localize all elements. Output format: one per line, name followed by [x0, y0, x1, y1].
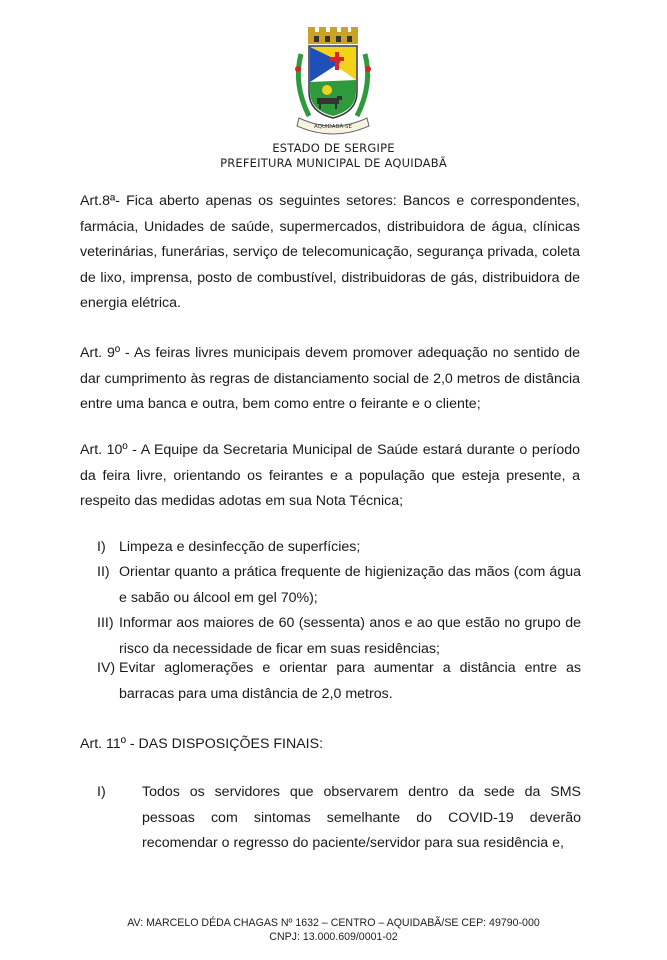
item-text: Limpeza e desinfecção de superfícies; — [119, 539, 361, 555]
article-8-paragraph: Art.8ª- Fica aberto apenas os seguintes setores: Bancos e correspondentes, farmácia, Unidades de saúde, supermercados, distribuidora de água, clínicas veterinárias, funerárias, serviço de telecomunicação, segurança privada, coleta de lixo, imprensa, posto de combustível, distribuidoras de gás, distribuidora de energia elétrica. — [80, 193, 580, 312]
item-number: III) — [97, 615, 114, 631]
item-text: Todos os servidores que observarem dentro da sede da SMS pessoas com sintomas semelhante do COVID-19 deverão recomendar o regresso do paciente/servidor para sua residência e, — [142, 784, 581, 852]
item-number: I) — [97, 784, 106, 800]
article-10-paragraph: Art. 10º - A Equipe da Secretaria Municipal de Saúde estará durante o período da feira livre, orientando os feirantes e a população que esteja presente, a respeito das medidas adotas em sua Nota Técnica; — [80, 442, 580, 510]
crest-ribbon-text: AQUIDABÃ-SE — [314, 124, 352, 130]
item-number: II) — [97, 564, 110, 580]
item-text: Informar aos maiores de 60 (sessenta) anos e ao que estão no grupo de risco da necessidade de ficar em suas residências; — [119, 615, 581, 657]
article-9-paragraph: Art. 9º - As feiras livres municipais devem promover adequação no sentido de dar cumprimento às regras de distanciamento social de 2,0 metros de distância entre uma banca e outra, bem como entre o feirante e o cliente; — [80, 345, 580, 413]
item-text: Orientar quanto a prática frequente de higienização das mãos (com água e sabão ou álcool em gel 70%); — [119, 564, 581, 606]
municipal-crest-logo — [289, 24, 377, 136]
item-text: Evitar aglomerações e orientar para aumentar a distância entre as barracas para uma distância de 2,0 metros. — [119, 660, 581, 702]
item-number: IV) — [97, 660, 116, 676]
footer-address: AV: MARCELO DÉDA CHAGAS Nº 1632 – CENTRO – AQUIDABÃ/SE CEP: 49790-000 — [127, 917, 540, 929]
prefecture-heading: PREFEITURA MUNICIPAL DE AQUIDABÃ — [220, 156, 447, 170]
state-heading: ESTADO DE SERGIPE — [272, 141, 395, 155]
footer-cnpj: CNPJ: 13.000.609/0001-02 — [269, 931, 398, 943]
article-11-heading: Art. 11º - DAS DISPOSIÇÕES FINAIS: — [80, 736, 324, 752]
item-number: I) — [97, 539, 106, 555]
